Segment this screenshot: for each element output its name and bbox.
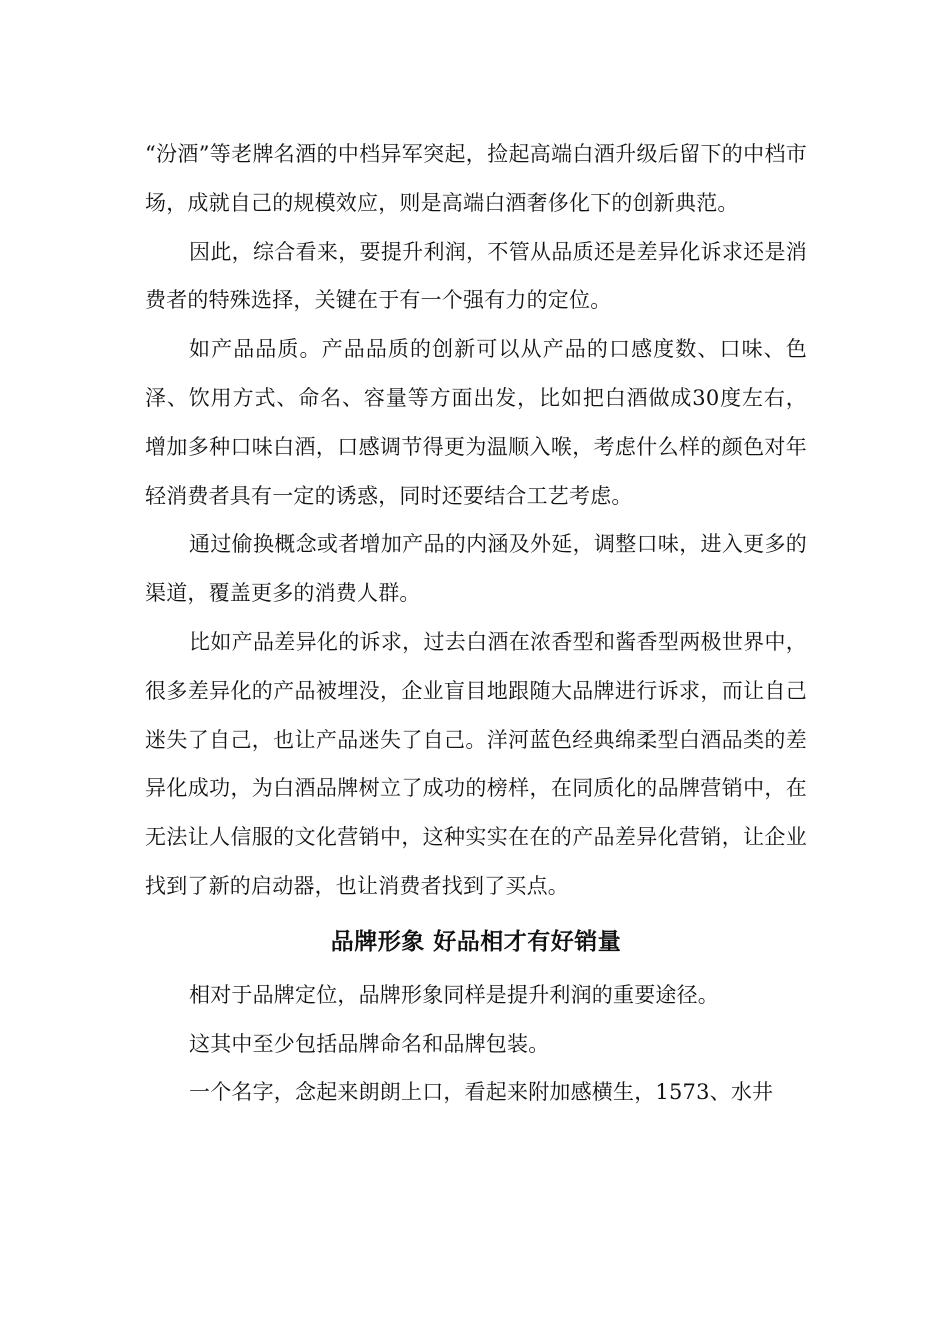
paragraph-differentiation: 比如产品差异化的诉求，过去白酒在浓香型和酱香型两极世界中，很多差异化的产品被埋没，企业盲目地跟随大品牌进行诉求，而让自己迷失了自己，也让产品迷失了自己。洋河蓝色经典绵柔型白酒品类的差异化成功，为白酒品牌树立了成功的榜样，在同质化的品牌营销中，在无法让人信服的文化营销中，这种实实在在的产品差异化营销，让企业找到了新的启动器，也让消费者找到了买点。 bbox=[145, 629, 807, 898]
paragraph-positioning-conclusion: 因此，综合看来，要提升利润，不管从品质还是差异化诉求还是消费者的特殊选择，关键在于有一个强有力的定位。 bbox=[145, 239, 807, 313]
paragraph-fenjiu-midrange: “汾酒”等老牌名酒的中档异军突起，捡起高端白酒升级后留下的中档市场，成就自己的规模效应，则是高端白酒奢侈化下的创新典范。 bbox=[145, 142, 807, 215]
paragraph-brand-image-intro: 相对于品牌定位，品牌形象同样是提升利润的重要途径。 bbox=[189, 982, 719, 1007]
paragraph-product-quality: 如产品品质。产品品质的创新可以从产品的口感度数、口味、色泽、饮用方式、命名、容量等方面出发，比如把白酒做成30度左右，增加多种口味白酒，口感调节得更为温顺入喉，考虑什么样的颜色对年轻消费者具有一定的诱惑，同时还要结合工艺考虑。 bbox=[145, 337, 807, 508]
paragraph-concept-extension: 通过偷换概念或者增加产品的内涵及外延，调整口味，进入更多的渠道，覆盖更多的消费人群。 bbox=[145, 532, 807, 606]
document-page bbox=[145, 130, 807, 1117]
paragraph-brand-naming: 一个名字，念起来朗朗上口，看起来附加感横生，1573、水井 bbox=[189, 1080, 774, 1105]
paragraph-naming-packaging: 这其中至少包括品牌命名和品牌包装。 bbox=[189, 1031, 550, 1056]
section-heading-brand-image: 品牌形象 好品相才有好销量 bbox=[330, 928, 622, 955]
